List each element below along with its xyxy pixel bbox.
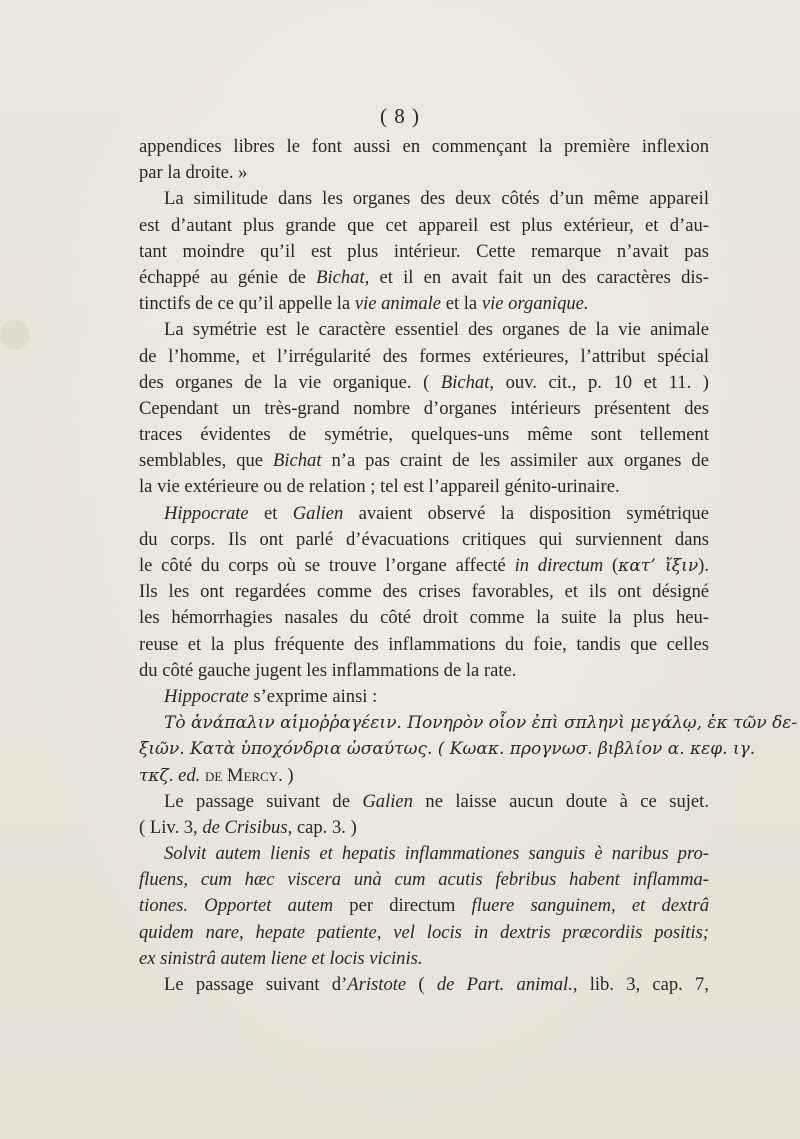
text-run: reuse et la plus fréquente des inflammations du foie, tandis que celles bbox=[139, 633, 709, 655]
text-run: . ) bbox=[278, 764, 294, 786]
text-run: traces évidentes de symétrie, quelques-uns même sont tellement bbox=[139, 424, 709, 446]
text-run: semblables, que bbox=[139, 450, 273, 472]
text-run: des organes de la vie organique. ( bbox=[139, 371, 441, 393]
text-run: la vie extérieure ou de relation ; tel est l’appareil génito-urinaire. bbox=[139, 476, 620, 498]
text-line bbox=[139, 605, 709, 631]
italic-text: de Part. animal. bbox=[436, 974, 573, 995]
text-line bbox=[139, 579, 709, 605]
text-run: les hémorrhagies nasales du côté droit comme la suite la plus heu- bbox=[139, 607, 709, 629]
text-run: Le passage suivant de bbox=[164, 790, 363, 812]
text-run: Cependant un très-grand nombre d’organes intérieurs présentent des bbox=[139, 397, 709, 419]
text-run: et la bbox=[441, 293, 482, 315]
text-line bbox=[139, 422, 709, 448]
italic-text: Solvit autem lienis et hepatis inflammationes sanguis è naribus pro- bbox=[164, 843, 709, 865]
text-run: appendices libres le font aussi en commençant la première inflexion bbox=[139, 136, 709, 157]
italic-text: Aristote bbox=[347, 974, 407, 995]
italic-text: quidem nare, hepate patiente, vel locis in dextris præcordiis positis; bbox=[139, 921, 709, 943]
text-run: du côté gauche jugent les inflammations de la rate. bbox=[139, 659, 517, 681]
italic-text: Bichat bbox=[272, 450, 322, 472]
text-run: ). bbox=[698, 555, 710, 576]
text-line bbox=[139, 736, 756, 762]
text-run: ( bbox=[406, 974, 437, 995]
italic-text: fluens, cum hæc viscera unà cum acutis febribus habent inflamma- bbox=[139, 869, 709, 891]
body-text bbox=[139, 134, 798, 998]
text-line bbox=[139, 632, 709, 658]
text-line bbox=[139, 684, 709, 710]
text-line bbox=[139, 396, 709, 422]
italic-text: ed. bbox=[178, 764, 201, 786]
text-run: par la droite. » bbox=[139, 162, 248, 184]
italic-text: Galien bbox=[362, 790, 413, 812]
text-run: per directum bbox=[333, 895, 472, 917]
text-line bbox=[139, 527, 709, 553]
text-line bbox=[139, 213, 709, 239]
text-line bbox=[139, 265, 709, 291]
text-run: avaient observé la disposition symétrique bbox=[343, 502, 709, 524]
italic-text: fluere sanguinem, et dextrâ bbox=[471, 895, 709, 917]
italic-text: vie animale bbox=[354, 293, 442, 315]
text-line bbox=[139, 474, 709, 500]
text-run: s’exprime ainsi : bbox=[248, 685, 378, 707]
greek-text: ξιῶν. Κατὰ ὑποχόνδρια ὡσαύτως. ( Κωακ. προγνωσ. βιβλίον α. κεφ. ιγ. bbox=[139, 739, 756, 760]
text-run: ne laisse aucun doute à ce sujet. bbox=[412, 790, 709, 812]
greek-text: κατ’ ἴξιν bbox=[618, 556, 699, 576]
page-number: ( 8 ) bbox=[380, 104, 420, 128]
italic-text: de Crisibus bbox=[202, 816, 288, 838]
text-line bbox=[139, 370, 709, 396]
text-run: , ouv. cit., p. 10 et 11. ) bbox=[489, 371, 709, 393]
italic-text: vie organique. bbox=[481, 293, 589, 315]
italic-text: Hippocrate bbox=[164, 502, 249, 524]
text-run: le côté du corps où se trouve l’organe affecté bbox=[139, 555, 515, 576]
italic-text: Bichat bbox=[316, 266, 365, 288]
italic-text: Galien bbox=[292, 502, 344, 524]
text-run: échappé au génie de bbox=[139, 266, 317, 288]
text-line bbox=[139, 946, 709, 972]
text-run: n’a pas craint de les assimiler aux organes de bbox=[321, 450, 709, 472]
text-line bbox=[139, 344, 709, 370]
text-line bbox=[139, 239, 709, 265]
text-run: . bbox=[168, 764, 179, 786]
text-run: , lib. 3, cap. 7, bbox=[572, 974, 709, 995]
text-line bbox=[139, 134, 709, 160]
text-line bbox=[139, 815, 709, 841]
text-line bbox=[139, 789, 709, 815]
text-line bbox=[139, 317, 709, 343]
text-line bbox=[139, 920, 709, 946]
italic-text: in directum bbox=[514, 555, 604, 576]
italic-text: ex sinistrâ autem liene et locis vicinis. bbox=[139, 947, 423, 969]
italic-text: Bichat bbox=[440, 371, 490, 393]
italic-text: Hippocrate bbox=[164, 685, 249, 707]
text-line bbox=[139, 501, 709, 527]
text-line bbox=[139, 710, 798, 736]
text-line bbox=[139, 867, 709, 893]
text-run: et bbox=[248, 502, 293, 524]
text-run: de l’homme, et l’irrégularité des formes extérieures, l’attribut spécial bbox=[139, 345, 709, 367]
text-run: tinctifs de ce qu’il appelle la bbox=[139, 293, 355, 315]
paper-stain bbox=[0, 320, 30, 350]
text-line bbox=[139, 160, 709, 186]
text-line bbox=[139, 972, 709, 998]
text-run: La similitude dans les organes des deux côtés d’un même appareil bbox=[164, 188, 709, 210]
italic-text: tiones. Opportet autem bbox=[139, 895, 334, 917]
text-line bbox=[139, 553, 709, 579]
text-line bbox=[139, 186, 709, 212]
text-run: ( bbox=[603, 555, 619, 576]
greek-text: Τὸ ἀνάπαλιν αἱμοῤῥαγέειν. Πονηρὸν οἷον ἐπὶ σπληνὶ μεγάλῳ, ἐκ τῶν δε- bbox=[164, 713, 798, 734]
text-line bbox=[139, 841, 709, 867]
greek-text: τκζ bbox=[139, 765, 169, 786]
text-run: , et il en avait fait un des caractères dis- bbox=[364, 266, 709, 288]
text-run: est d’autant plus grande que cet appareil est plus extérieur, et d’au- bbox=[139, 214, 709, 236]
text-run: Ils les ont regardées comme des crises favorables, et ils ont désigné bbox=[139, 581, 709, 603]
text-run: , cap. 3. ) bbox=[287, 816, 357, 838]
text-line bbox=[139, 893, 709, 919]
text-run: tant moindre qu’il est plus intérieur. Cette remarque n’avait pas bbox=[139, 240, 709, 262]
text-run: La symétrie est le caractère essentiel des organes de la vie animale bbox=[164, 319, 709, 341]
text-line bbox=[139, 658, 709, 684]
text-run: ( Liv. 3, bbox=[139, 816, 203, 838]
text-run: Le passage suivant d’ bbox=[164, 974, 348, 995]
text-line bbox=[139, 448, 709, 474]
text-line bbox=[139, 763, 709, 789]
text-run: du corps. Ils ont parlé d’évacuations critiques qui surviennent dans bbox=[139, 528, 709, 550]
text-line bbox=[139, 291, 709, 317]
small-caps-text: de Mercy bbox=[204, 764, 279, 786]
